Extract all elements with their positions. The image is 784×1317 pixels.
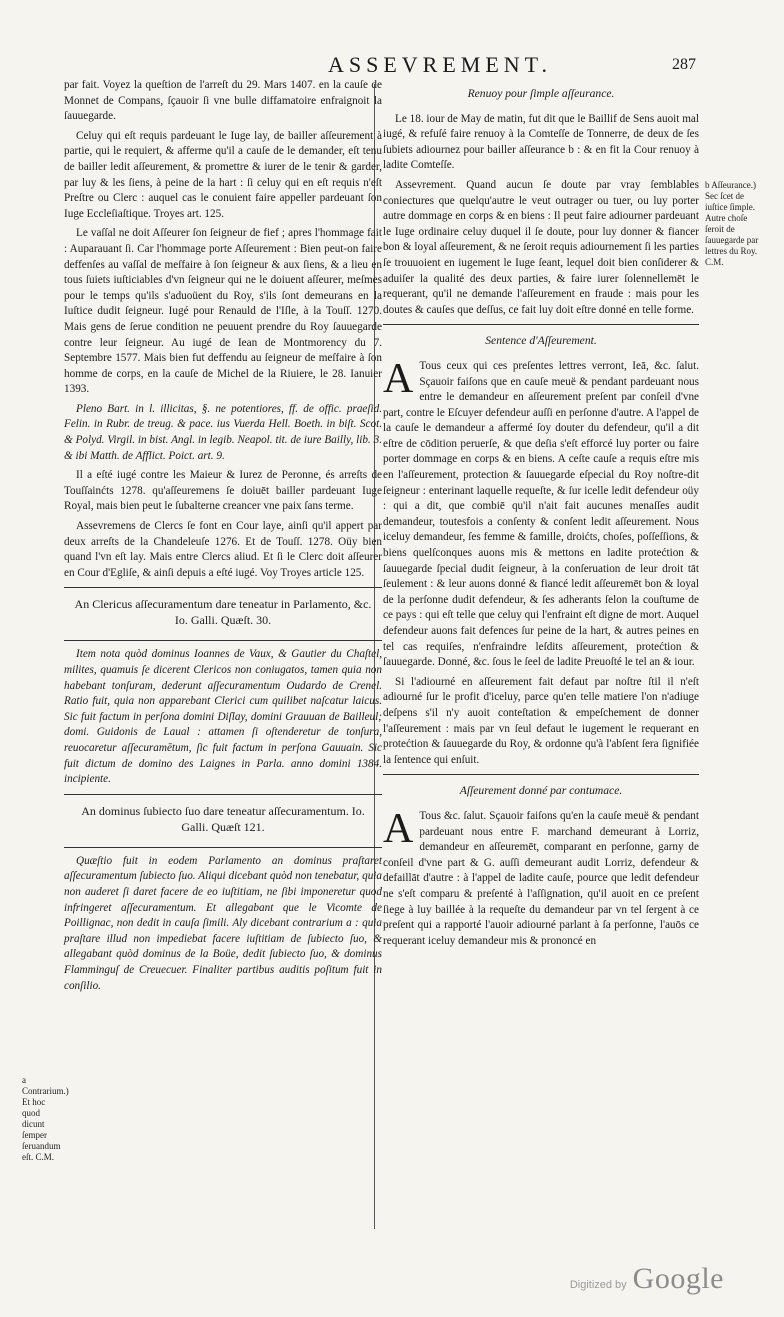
latin-paragraph: Item nota quòd dominus Ioannes de Vaux, & Gautier du Chaſtel, milites, quamuis ſe dicerent Clericos non coniugatos, tamen quia non habebant tonſuram, dederunt aſſecuramentum Oudardo de Crenel. Ratio fuit, quia non apparebant Clerici cum quilibet naſcatur laicus. Sic fuit factum in perſona domini Diſlay, domini Grauuan de Bailleul; domi. Guidonis de Laual : attamen ſi oſtenderetur de tonſura, reuocaretur aſſecuramētum, ſic fuit factum in perſona Gauuain. Sic fuit dictum de domino des Laignes in Parla. anno domini 1384. incipiente.	[64, 648, 382, 786]
paragraph: Le vaſſal ne doit Aſſeurer ſon ſeigneur de fief ; apres l'hommage fait : Auparauant ſi. Car l'hommage porte Aſſeurement : Bien peut-on faire deffenſes au vaſſal de meſfaire à ſon ſeigneur & aux ſiens, & a lieu en tous ſuiets iuſticiables d'vn ſeigneur qui ne le doiuent aſſeurer, meſmes pour le temps qu'ils s'aduoüent du Roy, s'ils ſont demeurans en la Iuſtice dudit ſeigneur. Iugé pour Renauld de l'Iſle, à la Touſſ. 1270. Mais gens de ſerue condition ne peuuent prendre du Roy ſauuegarde contre leur ſeigneur. Au iugé de Iean de Montmorency du 7. Septembre 1577. Mais bien fut deffendu au ſeigneur de meſfaire à ſon homme de corps, en la cauſe de Michel de la Riuiere, le 28. Ianuier 1393.	[64, 227, 382, 396]
paragraph: Assevrement. Quand aucun ſe doute par vray ſemblables coniectures que quelqu'autre le veut outrager ou tuer, ou luy porter autre dommage en corps & en biens : Il peut faire adiourner pardeuant le Iuge ordinaire celuy duquel il ſe doute, pour luy donner & fiancer bon & loyal aſſeurement, & ne ſeroit requis adiournement ſi les parties ſe trouuoient en iugement le Iuge ſeant, lequel doit bien conſiderer & aduiſer la qualité des deux parties, & faire iurer ſolennellemēt le requerant, qu'il ne demande l'aſſeurement en fraude : mais pour les doutes & cauſes que deſſus, ce fait luy doit eſtre donné en telle forme.	[383, 178, 699, 316]
paragraph: Celuy qui eſt requis pardeuant le Iuge lay, de bailler aſſeurement à partie, qui le requiert, & afferme qu'il a cauſe de le demander, eſt tenu de bailler ledit aſſeurement, & promettre & iurer de le tenir & garder, par luy & les ſiens, à peine de la hart : ſi celuy qui en eſt requis n'eſt Preſtre ou Clerc : auquel cas le conuient faire appeller pardeuant ſon Iuge Eccleſiaſtique. Troyes art. 125.	[64, 129, 382, 220]
section-heading: Sentence d'Aſſeurement.	[485, 334, 597, 348]
paragraph: Assevremens de Clercs ſe font en Cour laye, ainſi qu'il appert par deux arreſts de la Chandeleuſe 1276. Et de Touſſ. 1278. Oüy bien quand l'vn eſt lay. Mais entre Clercs aliud. Et ſi le Clerc doit aſſeurer en Cour d'Egliſe, & ainſi depuis a eſté iugé. Voy Troyes article 125.	[64, 520, 382, 579]
paragraph: Il a eſté iugé contre les Maieur & Iurez de Peronne, és arreſts de Touſſainćts 1278. qu'aſſeuremens ſe doiuēt bailler pardeuant Iuge Royal, mais bien peut le ſubalterne creancer vne paix ſans terme.	[64, 469, 382, 513]
latin-paragraph: Quæſtio fuit in eodem Parlamento an dominus praſtaret aſſecuramentum ſubiecto ſuo. Aliqui dicebant quòd non tenebatur, quia non auderet ſi daret facere de eo iuſtitiam, ne ſibi imponeretur quod infringeret aſſecuramentum. Et allegabant que le Vicomte de Poillignac, non dedit in cauſa ſimili. Aly dicebant contrarium a : quia praſtare illud non impediebat facere iuſtitiam de ſubiecto ſuo, & allegabant quòd dominus de la Boüe, dedit ſubiecto ſuo, & dominus Flamminguſ de Creuecuer. Finaliter partibus auditis poſitum fuit in conſilio.	[64, 854, 382, 992]
section-rule	[64, 794, 382, 795]
running-title: ASSEVREMENT.	[328, 52, 552, 77]
section-rule	[64, 847, 382, 848]
drop-cap: A	[383, 805, 414, 852]
sentence-text	[383, 355, 699, 671]
drop-cap: A	[383, 355, 414, 402]
paragraph: Le 18. iour de May de matin, fut dit que le Baillif de Sens auoit mal iugé, & refuſé faire renuoy à la Comteſſe de Tonnerre, de deux de ſes ſubiets adiournez pour bailler aſſeurance b : & en fit la Cour renuoy à ladite Comteſſe.	[383, 112, 699, 172]
paragraph: par fait. Voyez la queſtion de l'arreſt du 29. Mars 1407. en la cauſe de Monnet de Compans, ſçauoir ſi vne bulle diffamatoire enfraignoit la ſauuegarde.	[64, 79, 382, 123]
margin-note-right: b Aſſeurance.) Sec ſcet de iuſtice ſimple. Autre choſe ſeroit de ſauuegarde par lettres du Roy. C.M.	[705, 180, 759, 267]
sentence-body: Tous ceux qui ces preſentes lettres verront, Ieā, &c. ſalut. Sçauoir faiſons que en cauſe meuë & pendant pardeuant nous entre le demandeur en aſſeurement preſent par conſeil d'vne part, contre le Eſcuyer defendeur auſſi en perſonne d'autre. A l'appel de la cauſe le demandeur a affermé ſoy douter du defendeur, qu'il a dit eſtre de cōdition peruerſe, & que deſia s'eſt efforcé luy porter ou faire porter dommage en corps & en biens. A ceſte cauſe a requis eſtre mis en l'aſſeurement, protection & ſauuegarde eſpecial du Roy noſtre-dit ſeigneur : enterinant laquelle requeſte, & ſur icelle ledit defendeur oüy : qui a dit, que combiē qu'il n'ait fait aucunes menaſſes audit demandeur, toutesfois a conſenty & conſent ledit aſſeurement. Nous iceluy demandeur, ſes femme & famille, droićts, choſes, poſſeſſions, & biens quelſconques auons mis & mettons en ladite protećtion & ſauuegarde ſpecial dudit ſeigneur, à la conſeruation de leur droit tāt ſeulement : & leur auons donné & fiancé ledit aſſeuremēt bon & loyal de la perſonne dudit defendeur, & ſes adherants ſelon la couſtume de ce pays : qui eſt telle que celuy qui l'enfraint eſt digne de mort. Auquel defendeur auons fait defences ſur peine de la hart, & autres peines en tel cas requiſes, n'enfraindre leſdits aſſeurement, protećtion & ſauuegarde. Donné, &c. ſous le ſeel de ladite Preuoſté le tel an & iour.	[383, 359, 699, 669]
google-logo: Google	[632, 1262, 724, 1295]
margin-note-left: a Contrarium.) Et hoc quod dicunt ſemper ſeruandum eſt. C.M.	[22, 1075, 69, 1162]
digitized-by-label: Digitized by	[569, 1279, 627, 1291]
digitized-watermark	[570, 1262, 724, 1296]
contumace-text	[383, 805, 699, 949]
left-column	[64, 78, 382, 998]
question-heading: An Clericus aſſecuramentum dare teneatur in Parlamento, &c. Io. Galli. Quæſt. 30.	[74, 597, 372, 628]
section-heading: Aſſeurement donné par contumace.	[459, 784, 623, 798]
section-rule	[64, 587, 382, 588]
section-rule	[383, 774, 699, 775]
page-number: 287	[672, 56, 696, 73]
right-column	[383, 78, 699, 953]
latin-citation: Pleno Bart. in l. illicitas, §. ne potentiores, ff. de offic. praeſid. Felin. in Rubr. de treug. & pace. ius Vuerda Hell. Boeth. in biſt. Scot. & Polyd. Virgil. in bist. Angl. in legib. Neapol. tit. de iure Bailly, lib. 3. & ibi Matth. de Afflict. Poict. art. 9.	[64, 402, 382, 462]
contumace-body: Tous &c. ſalut. Sçauoir faiſons qu'en la cauſe meuë & pendant pardeuant nous entre F. marchand demeurant à Lorriz, demandeur en aſſeuremēt, comparant en perſonne, garny de conſeil d'vne part & G. auſſi demeurant audit Lorriz, defendeur & defaillāt d'autre : à l'appel de ladite cauſe, pource que ledit defendeur ne s'eſt comparu & preſenté à l'aſſignation, qu'il auoit en ce preſent ſiege à luy baillée à la requeſte du demandeur par vn tel ſergent à ce preſent qui a rapporté l'auoir adiourné parlant à ſa perſonne, l'auōs ce requerant iceluy demandeur mis & prononcé en	[383, 809, 699, 947]
section-heading: Renuoy pour ſimple aſſeurance.	[467, 87, 615, 100]
question-heading: An dominus ſubiecto ſuo dare teneatur aſſecuramentum. Io. Galli. Quæſt 121.	[81, 803, 365, 834]
section-rule	[383, 324, 699, 325]
section-rule	[64, 640, 382, 641]
paragraph: Si l'adiourné en aſſeurement fait defaut par noſtre ſtil il n'eſt adiourné ſur le profit d'iceluy, parce qu'en telle matiere l'on n'adiuge deſpens s'il n'y auoit conteſtation & empeſchement de donner l'aſſeurement : mais par vn ſeul defaut le iugement le requerant en protećtion & ſauuegarde du Roy, & ordonne qu'à l'abſent ſera ſignifiée la ſentence qui enſuit.	[383, 675, 699, 766]
